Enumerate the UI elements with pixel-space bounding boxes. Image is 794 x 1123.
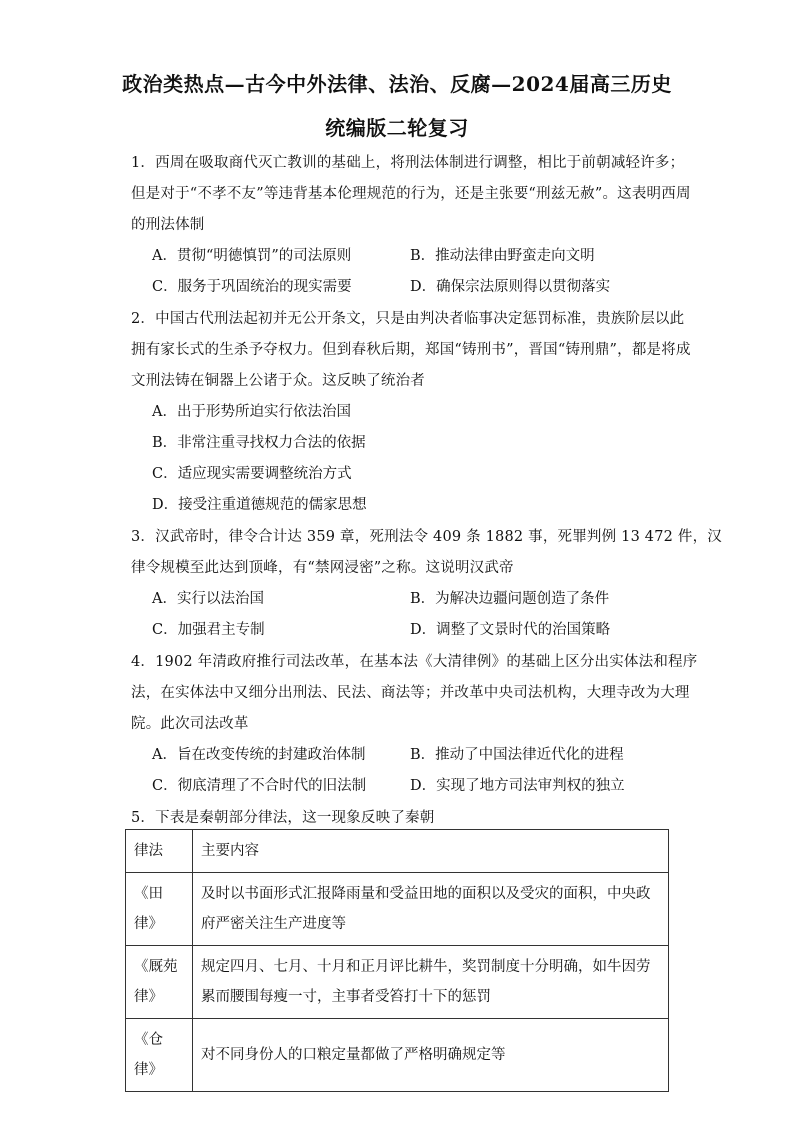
table-cell-content: 规定四月、七月、十月和正月评比耕牛，奖罚制度十分明确，如牛因劳累而腰围每瘦一寸，主事者受笞打十下的惩罚: [193, 946, 669, 1019]
table-row: [126, 946, 669, 1019]
q2-option-b: B．非常注重寻找权力合法的依据: [152, 435, 366, 451]
q1-stem-line-3: 的刑法体制: [131, 217, 205, 233]
table-header-law: 律法: [126, 830, 193, 873]
table-cell-law: 《厩苑律》: [126, 946, 193, 1019]
q4-stem-line-1: 4．1902 年清政府推行司法改革，在基本法《大清律例》的基础上区分出实体法和程序: [131, 654, 698, 670]
q2-stem-line-1: 2．中国古代刑法起初并无公开条文，只是由判决者临事决定惩罚标准，贵族阶层以此: [131, 311, 685, 327]
table-cell-content: 及时以书面形式汇报降雨量和受益田地的面积以及受灾的面积，中央政府严密关注生产进度等: [193, 873, 669, 946]
q2-option-a: A．出于形势所迫实行依法治国: [152, 404, 351, 420]
q1-option-c: C．服务于巩固统治的现实需要: [152, 279, 352, 295]
q2-option-c: C．适应现实需要调整统治方式: [152, 466, 352, 482]
q1-option-b: B．推动法律由野蛮走向文明: [410, 248, 595, 264]
q2-stem-line-2: 拥有家长式的生杀予夺权力。但到春秋后期，郑国“铸刑书”，晋国“铸刑鼎”，都是将成: [131, 342, 691, 358]
q3-stem-line-1: 3．汉武帝时，律令合计达 359 章，死刑法令 409 条 1882 事，死罪判例 13 472 件，汉: [131, 529, 722, 545]
q3-option-a: A．实行以法治国: [152, 591, 264, 607]
q4-stem-line-2: 法，在实体法中又细分出刑法、民法、商法等；并改革中央司法机构，大理寺改为大理: [131, 685, 690, 701]
q1-option-a: A．贯彻“明德慎罚”的司法原则: [152, 248, 352, 264]
q4-option-c: C．彻底清理了不合时代的旧法制: [152, 778, 367, 794]
page-title-line-1: 政治类热点—古今中外法律、法治、反腐—2024届高三历史: [122, 72, 672, 96]
q1-stem-line-1: 1．西周在吸取商代灭亡教训的基础上，将刑法体制进行调整，相比于前朝减轻许多；: [131, 155, 685, 171]
q4-option-a: A．旨在改变传统的封建政治体制: [152, 747, 366, 763]
table-row: [126, 873, 669, 946]
q4-stem-line-3: 院。此次司法改革: [131, 716, 249, 732]
page-title-line-2: 统编版二轮复习: [325, 116, 469, 140]
q4-option-b: B．推动了中国法律近代化的进程: [410, 747, 624, 763]
q2-option-d: D．接受注重道德规范的儒家思想: [152, 497, 367, 513]
q4-option-d: D．实现了地方司法审判权的独立: [410, 778, 625, 794]
q2-stem-line-3: 文刑法铸在铜器上公诸于众。这反映了统治者: [131, 373, 425, 389]
table-cell-law: 《田律》: [126, 873, 193, 946]
q3-option-d: D．调整了文景时代的治国策略: [410, 622, 611, 638]
q1-option-d: D．确保宗法原则得以贯彻落实: [410, 279, 611, 295]
table-row: [126, 1019, 669, 1092]
table-cell-content: 对不同身份人的口粮定量都做了严格明确规定等: [193, 1019, 669, 1092]
law-table: [125, 829, 669, 1092]
q1-stem-line-2: 但是对于“不孝不友”等违背基本伦理规范的行为，还是主张要“刑兹无赦”。这表明西周: [131, 186, 691, 202]
q5-stem: 5．下表是秦朝部分律法，这一现象反映了秦朝: [131, 810, 435, 826]
q3-stem-line-2: 律令规模至此达到顶峰，有“禁网浸密”之称。这说明汉武帝: [131, 560, 514, 576]
q3-option-c: C．加强君主专制: [152, 622, 265, 638]
table-header-content: 主要内容: [193, 830, 669, 873]
table-cell-law: 《仓律》: [126, 1019, 193, 1092]
q3-option-b: B．为解决边疆问题创造了条件: [410, 591, 610, 607]
table-header-row: [126, 830, 669, 873]
